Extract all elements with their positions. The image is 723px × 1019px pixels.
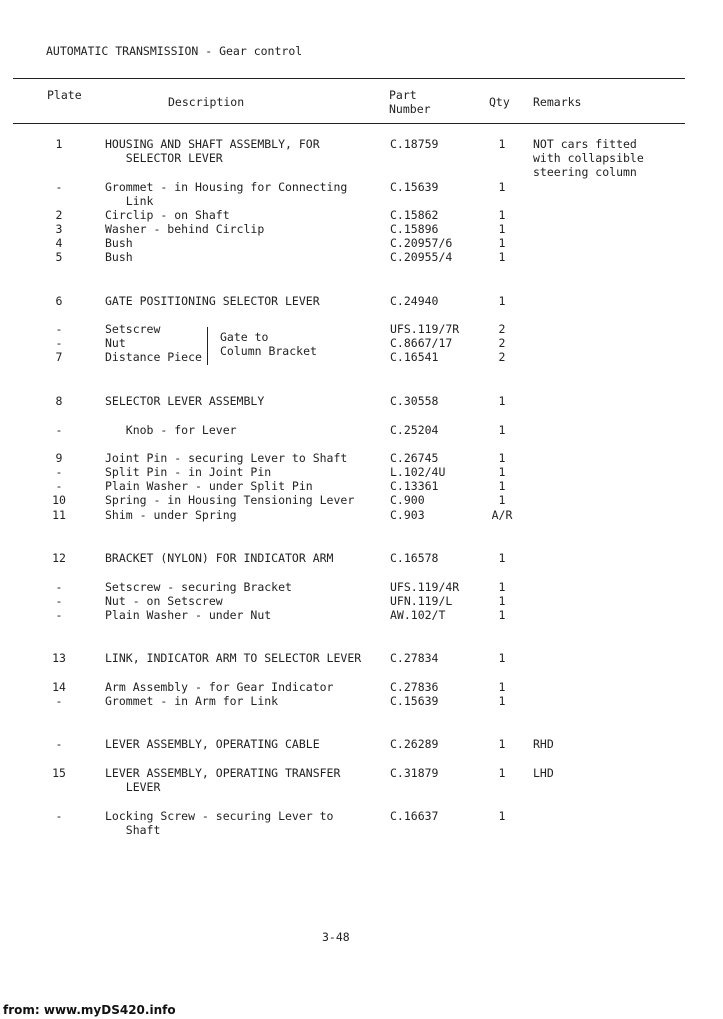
row-part-number: C.31879 [390, 766, 439, 780]
row-qty: 1 [498, 137, 506, 151]
row-remarks: steering column [533, 165, 637, 179]
row-part-number: AW.102/T [390, 608, 446, 622]
row-qty: 1 [498, 465, 506, 479]
row-remarks: LHD [533, 766, 554, 780]
row-qty: 1 [498, 208, 506, 222]
row-remarks: with collapsible [533, 151, 644, 165]
row-plate: - [55, 737, 63, 751]
row-description: GATE POSITIONING SELECTOR LEVER [105, 294, 320, 308]
row-qty: A/R [491, 508, 513, 522]
row-qty: 1 [498, 394, 506, 408]
row-description: Bush [105, 236, 133, 250]
row-part-number: C.30558 [390, 394, 439, 408]
row-part-number: C.24940 [390, 294, 439, 308]
header-bottom-rule [13, 123, 685, 124]
row-part-number: C.20955/4 [390, 250, 453, 264]
row-qty: 1 [498, 479, 506, 493]
row-part-number: C.27834 [390, 651, 439, 665]
header-qty: Qty [489, 95, 510, 109]
row-qty: 1 [498, 737, 506, 751]
row-plate: 6 [55, 294, 63, 308]
row-description: Arm Assembly - for Gear Indicator [105, 680, 334, 694]
row-description: SELECTOR LEVER [105, 151, 223, 165]
row-part-number: L.102/4U [390, 465, 446, 479]
row-plate: - [55, 809, 63, 823]
row-qty: 1 [498, 423, 506, 437]
row-description: Shim - under Spring [105, 508, 237, 522]
row-description: Bush [105, 250, 133, 264]
row-part-number: C.900 [390, 493, 425, 507]
row-plate: - [55, 423, 63, 437]
row-plate: - [55, 594, 63, 608]
row-plate: 13 [52, 651, 66, 665]
header-top-rule [13, 78, 685, 79]
row-plate: - [55, 465, 63, 479]
row-description: Plain Washer - under Split Pin [105, 479, 313, 493]
row-part-number: C.903 [390, 508, 425, 522]
row-description: Spring - in Housing Tensioning Lever [105, 493, 355, 507]
footer-source: from: www.myDS420.info [3, 1003, 176, 1017]
row-plate: 7 [55, 350, 63, 364]
row-qty: 1 [498, 180, 506, 194]
row-plate: - [55, 479, 63, 493]
row-part-number: UFS.119/7R [390, 322, 460, 336]
row-plate: 15 [52, 766, 66, 780]
row-description: Plain Washer - under Nut [105, 608, 272, 622]
row-description: LEVER ASSEMBLY, OPERATING TRANSFER [105, 766, 341, 780]
row-description: Grommet - in Housing for Connecting [105, 180, 348, 194]
row-plate: - [55, 694, 63, 708]
row-description: Distance Piece [105, 350, 202, 364]
row-description: Locking Screw - securing Lever to [105, 809, 334, 823]
row-part-number: C.16637 [390, 809, 439, 823]
row-qty: 1 [498, 250, 506, 264]
row-qty: 1 [498, 493, 506, 507]
row-part-number: C.16541 [390, 350, 439, 364]
bracket-note: Gate to [220, 330, 269, 344]
row-qty: 1 [498, 651, 506, 665]
row-plate: 10 [52, 493, 66, 507]
row-plate: 2 [55, 208, 63, 222]
row-part-number: C.27836 [390, 680, 439, 694]
row-plate: - [55, 336, 63, 350]
row-plate: - [55, 322, 63, 336]
row-description: BRACKET (NYLON) FOR INDICATOR ARM [105, 551, 334, 565]
row-description: Shaft [105, 823, 161, 837]
row-part-number: C.25204 [390, 423, 439, 437]
row-description: Joint Pin - securing Lever to Shaft [105, 451, 348, 465]
row-qty: 1 [498, 451, 506, 465]
row-plate: 9 [55, 451, 63, 465]
row-plate: - [55, 608, 63, 622]
row-description: Nut - on Setscrew [105, 594, 223, 608]
row-qty: 1 [498, 694, 506, 708]
header-remarks: Remarks [533, 95, 582, 109]
row-qty: 2 [498, 322, 506, 336]
bracket-note: Column Bracket [220, 344, 317, 358]
row-part-number: C.8667/17 [390, 336, 453, 350]
bracket-line [207, 327, 208, 365]
row-qty: 1 [498, 680, 506, 694]
header-number: Number [389, 102, 431, 116]
row-qty: 1 [498, 236, 506, 250]
row-plate: 3 [55, 222, 63, 236]
row-description: LEVER ASSEMBLY, OPERATING CABLE [105, 737, 320, 751]
row-description: Link [105, 194, 154, 208]
row-description: HOUSING AND SHAFT ASSEMBLY, FOR [105, 137, 320, 151]
row-qty: 1 [498, 580, 506, 594]
row-part-number: UFS.119/4R [390, 580, 460, 594]
row-part-number: UFN.119/L [390, 594, 453, 608]
row-qty: 1 [498, 594, 506, 608]
row-qty: 1 [498, 294, 506, 308]
row-description: Circlip - on Shaft [105, 208, 230, 222]
row-part-number: C.16578 [390, 551, 439, 565]
row-description: Setscrew - securing Bracket [105, 580, 292, 594]
row-plate: 1 [55, 137, 63, 151]
row-part-number: C.13361 [390, 479, 439, 493]
row-plate: 5 [55, 250, 63, 264]
row-part-number: C.26289 [390, 737, 439, 751]
header-part: Part [389, 88, 417, 102]
row-plate: 4 [55, 236, 63, 250]
page-title: AUTOMATIC TRANSMISSION - Gear control [46, 44, 303, 58]
row-qty: 1 [498, 608, 506, 622]
row-description: Knob - for Lever [105, 423, 237, 437]
row-description: LEVER [105, 780, 161, 794]
row-part-number: C.15862 [390, 208, 439, 222]
row-description: Split Pin - in Joint Pin [105, 465, 272, 479]
row-plate: 14 [52, 680, 66, 694]
row-description: LINK, INDICATOR ARM TO SELECTOR LEVER [105, 651, 362, 665]
row-plate: 11 [52, 508, 66, 522]
row-description: Washer - behind Circlip [105, 222, 265, 236]
row-qty: 1 [498, 551, 506, 565]
row-part-number: C.20957/6 [390, 236, 453, 250]
row-qty: 1 [498, 222, 506, 236]
row-plate: 8 [55, 394, 63, 408]
row-remarks: NOT cars fitted [533, 137, 637, 151]
row-description: SELECTOR LEVER ASSEMBLY [105, 394, 265, 408]
header-description: Description [168, 95, 245, 109]
row-part-number: C.15639 [390, 694, 439, 708]
row-description: Nut [105, 336, 126, 350]
row-part-number: C.18759 [390, 137, 439, 151]
row-part-number: C.26745 [390, 451, 439, 465]
page-number: 3-48 [322, 930, 350, 944]
row-description: Setscrew [105, 322, 161, 336]
row-qty: 1 [498, 809, 506, 823]
row-description: Grommet - in Arm for Link [105, 694, 279, 708]
row-remarks: RHD [533, 737, 554, 751]
row-part-number: C.15896 [390, 222, 439, 236]
row-plate: - [55, 180, 63, 194]
row-plate: - [55, 580, 63, 594]
row-qty: 2 [498, 336, 506, 350]
row-part-number: C.15639 [390, 180, 439, 194]
row-qty: 2 [498, 350, 506, 364]
row-plate: 12 [52, 551, 66, 565]
row-qty: 1 [498, 766, 506, 780]
header-plate: Plate [47, 88, 82, 102]
